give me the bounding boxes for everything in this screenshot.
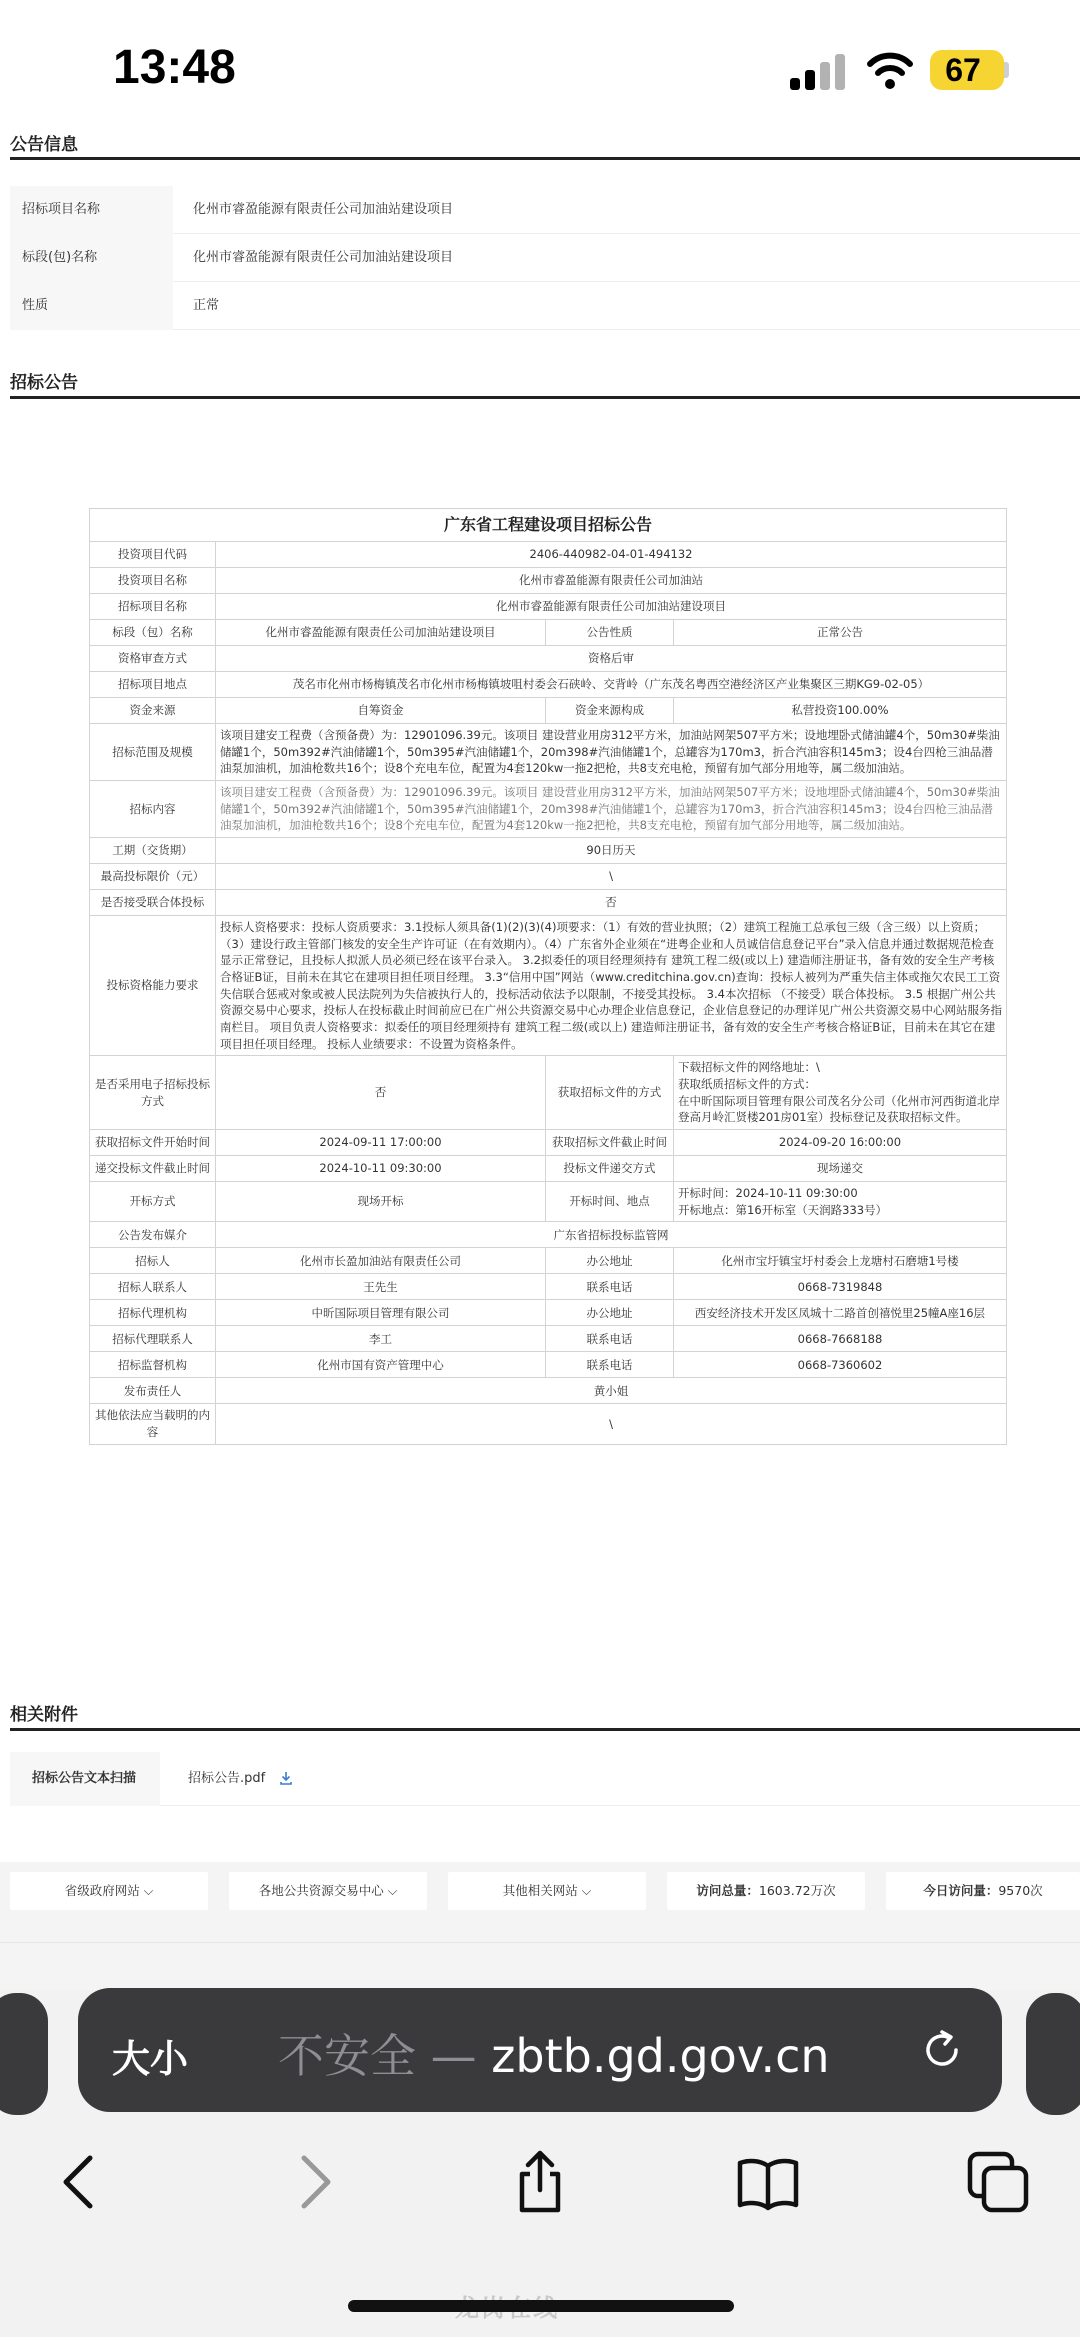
next-tab-preview[interactable] <box>1026 1993 1080 2115</box>
row-value: 0668-7668188 <box>674 1326 1007 1352</box>
row-label: 获取招标文件开始时间 <box>90 1130 216 1156</box>
footer-link-label: 各地公共资源交易中心 <box>258 1883 384 1898</box>
row-label: 投标文件递交方式 <box>546 1156 674 1182</box>
row-label: 发布责任人 <box>90 1378 216 1404</box>
chevron-down-icon: ⌵ <box>143 1883 154 1898</box>
row-label: 资金来源 <box>90 698 216 724</box>
row-label: 联系电话 <box>546 1352 674 1378</box>
paper-method-detail: 在中昕国际项目管理有限公司茂名分公司（化州市河西街道北岸登高月岭汇贤楼201房01室）投标登记及获取招标文件。 <box>678 1093 1000 1125</box>
row-label: 最高投标限价（元） <box>90 864 216 890</box>
row-value: 化州市睿盈能源有限责任公司加油站建设项目 <box>216 620 546 646</box>
reload-icon[interactable] <box>918 2026 966 2074</box>
row-label: 资金来源构成 <box>546 698 674 724</box>
info-row <box>10 282 1080 330</box>
row-value: 私营投资100.00% <box>674 698 1007 724</box>
row-label: 联系电话 <box>546 1274 674 1300</box>
row-value <box>674 1182 1007 1222</box>
status-bar <box>0 0 1080 130</box>
row-label: 获取招标文件的方式 <box>546 1056 674 1130</box>
info-label: 性质 <box>10 282 173 330</box>
previous-tab-preview[interactable] <box>0 1993 48 2115</box>
paper-method-text: 获取纸质招标文件的方式： <box>678 1077 816 1092</box>
row-value: 化州市宝圩镇宝圩村委会上龙塘村石磨塘1号楼 <box>674 1248 1007 1274</box>
footer-link-related[interactable] <box>448 1872 646 1910</box>
row-label: 投资项目名称 <box>90 568 216 594</box>
row-label: 标段（包）名称 <box>90 620 216 646</box>
row-label: 其他依法应当载明的内容 <box>90 1404 216 1444</box>
row-value: 0668-7360602 <box>674 1352 1007 1378</box>
row-value: 广东省招标投标监管网 <box>216 1222 1007 1248</box>
section-title-notice: 招标公告 <box>10 373 78 393</box>
home-indicator[interactable] <box>348 2300 734 2312</box>
visit-today <box>886 1872 1080 1910</box>
row-label: 工期（交货期） <box>90 838 216 864</box>
row-label: 招标代理联系人 <box>90 1326 216 1352</box>
wifi-icon <box>866 50 914 90</box>
share-icon[interactable] <box>508 2150 572 2214</box>
section-divider <box>10 396 1080 399</box>
footer-link-label: 省级政府网站 <box>64 1883 140 1898</box>
row-value: 化州市长盈加油站有限责任公司 <box>216 1248 546 1274</box>
row-label: 招标内容 <box>90 781 216 838</box>
row-value: 自筹资金 <box>216 698 546 724</box>
section-title-info: 公告信息 <box>10 135 78 155</box>
row-value: 该项目建安工程费（含预备费）为：12901096.39元。该项目 建设营业用房312平方米，加油站网架507平方米；设地埋卧式储油罐4个，50m30#柴油储罐1个，50m392#汽油储罐1个，50m395#汽油储罐1个，20m398#汽油储罐1个，总罐容为170m3，折合汽油容积145m3；设4台四枪三油品潜油泵加油机，加油枪数共16个；设8个充电车位，配置为4套120kw一拖2把枪，共8支充电枪，预留有加气部分用地等，属二级加油站。 <box>216 781 1007 838</box>
footer-bottom <box>0 1942 1080 1990</box>
row-label: 联系电话 <box>546 1326 674 1352</box>
tabs-icon[interactable] <box>966 2150 1030 2214</box>
row-label: 招标监督机构 <box>90 1352 216 1378</box>
row-value: 黄小姐 <box>216 1378 1007 1404</box>
row-value: 该项目建安工程费（含预备费）为：12901096.39元。该项目 建设营业用房312平方米，加油站网架507平方米；设地埋卧式储油罐4个，50m30#柴油储罐1个，50m392#汽油储罐1个，50m395#汽油储罐1个，20m398#汽油储罐1个，总罐容为170m3，折合汽油容积145m3；设4台四枪三油品潜油泵加油机，加油枪数共16个；设8个充电车位，配置为4套120kw一拖2把枪，共8支充电枪，预留有加气部分用地等，属二级加油站。 <box>216 724 1007 781</box>
row-label: 投标资格能力要求 <box>90 916 216 1056</box>
row-label: 投资项目代码 <box>90 542 216 568</box>
row-value: 茂名市化州市杨梅镇茂名市化州市杨梅镇坡咀村委会石硖岭、交背岭（广东茂名粤西空港经济区产业集聚区三期KG9-02-05） <box>216 672 1007 698</box>
row-value: 2024-09-20 16:00:00 <box>674 1130 1007 1156</box>
download-icon[interactable] <box>278 1770 294 1786</box>
bookmarks-icon[interactable] <box>736 2150 800 2214</box>
info-value: 正常 <box>193 298 220 313</box>
attachment-row <box>10 1752 1080 1806</box>
info-value: 化州市睿盈能源有限责任公司加油站建设项目 <box>193 250 454 265</box>
download-url-text: 下载招标文件的网络地址：\ <box>678 1060 820 1075</box>
row-label: 递交投标文件截止时间 <box>90 1156 216 1182</box>
row-label: 资格审查方式 <box>90 646 216 672</box>
url-display[interactable] <box>278 2020 830 2086</box>
row-label: 公告发布媒介 <box>90 1222 216 1248</box>
row-value: 李工 <box>216 1326 546 1352</box>
info-row <box>10 186 1080 234</box>
cellular-signal-icon <box>790 52 846 90</box>
row-value: 正常公告 <box>674 620 1007 646</box>
row-label: 招标项目名称 <box>90 594 216 620</box>
back-icon[interactable] <box>48 2150 112 2214</box>
row-value: 中昕国际项目管理有限公司 <box>216 1300 546 1326</box>
attachment-label: 招标公告文本扫描 <box>10 1752 160 1806</box>
row-value: 化州市国有资产管理中心 <box>216 1352 546 1378</box>
section-divider <box>10 157 1080 160</box>
visit-total <box>667 1872 865 1910</box>
footer-link-provincial[interactable] <box>10 1872 208 1910</box>
row-label: 招标人 <box>90 1248 216 1274</box>
insecure-label: 不安全 — <box>278 2029 477 2083</box>
row-value: 2024-09-11 17:00:00 <box>216 1130 546 1156</box>
row-label: 是否采用电子招标投标方式 <box>90 1056 216 1130</box>
row-value: 化州市睿盈能源有限责任公司加油站 <box>216 568 1007 594</box>
info-label: 标段(包)名称 <box>10 234 173 282</box>
visit-total-value: 1603.72万次 <box>758 1883 836 1898</box>
info-row <box>10 234 1080 282</box>
url-text: zbtb.gd.gov.cn <box>491 2029 830 2083</box>
row-label: 开标方式 <box>90 1182 216 1222</box>
row-value: 现场递交 <box>674 1156 1007 1182</box>
row-label: 开标时间、地点 <box>546 1182 674 1222</box>
attachment-link[interactable]: 招标公告.pdf <box>188 1771 266 1786</box>
visit-today-value: 9570次 <box>998 1883 1043 1898</box>
notice-table-title: 广东省工程建设项目招标公告 <box>90 509 1007 542</box>
row-label: 办公地址 <box>546 1300 674 1326</box>
section-title-attachments: 相关附件 <box>10 1705 78 1725</box>
visit-total-label: 访问总量： <box>696 1883 759 1898</box>
chevron-down-icon: ⌵ <box>387 1883 398 1898</box>
info-value: 化州市睿盈能源有限责任公司加油站建设项目 <box>193 202 454 217</box>
row-value: 否 <box>216 890 1007 916</box>
forward-icon[interactable] <box>282 2150 346 2214</box>
row-value: 90日历天 <box>216 838 1007 864</box>
footer-link-trading-centers[interactable] <box>229 1872 427 1910</box>
battery-tip <box>1004 62 1009 78</box>
info-label: 招标项目名称 <box>10 186 173 234</box>
open-place-text: 开标地点：第16开标室（天润路333号） <box>678 1202 888 1217</box>
visit-today-label: 今日访问量： <box>923 1883 999 1898</box>
row-label: 公告性质 <box>546 620 674 646</box>
row-value: 西安经济技术开发区凤城十二路首创禧悦里25幢A座16层 <box>674 1300 1007 1326</box>
row-label: 招标人联系人 <box>90 1274 216 1300</box>
notice-table <box>89 508 1007 1445</box>
text-size-button[interactable]: 大小 <box>112 2037 189 2081</box>
row-value: 化州市睿盈能源有限责任公司加油站建设项目 <box>216 594 1007 620</box>
row-value: 资格后审 <box>216 646 1007 672</box>
row-value: \ <box>216 864 1007 890</box>
open-time-text: 开标时间：2024-10-11 09:30:00 <box>678 1186 858 1201</box>
row-label: 办公地址 <box>546 1248 674 1274</box>
clock: 13:48 <box>113 41 236 94</box>
battery-level: 67 <box>945 52 981 88</box>
row-value: 现场开标 <box>216 1182 546 1222</box>
battery-icon <box>930 50 1004 90</box>
row-value: 否 <box>216 1056 546 1130</box>
row-label: 是否接受联合体投标 <box>90 890 216 916</box>
row-label: 获取招标文件截止时间 <box>546 1130 674 1156</box>
chevron-down-icon: ⌵ <box>581 1883 592 1898</box>
footer-link-label: 其他相关网站 <box>502 1883 578 1898</box>
row-value: \ <box>216 1404 1007 1444</box>
row-label: 招标范围及规模 <box>90 724 216 781</box>
row-value: 2406-440982-04-01-494132 <box>216 542 1007 568</box>
row-value: 0668-7319848 <box>674 1274 1007 1300</box>
row-label: 招标代理机构 <box>90 1300 216 1326</box>
row-value: 王先生 <box>216 1274 546 1300</box>
section-divider <box>10 1728 1080 1731</box>
row-value <box>674 1056 1007 1130</box>
row-label: 招标项目地点 <box>90 672 216 698</box>
row-value: 2024-10-11 09:30:00 <box>216 1156 546 1182</box>
row-value: 投标人资格要求：投标人资质要求：3.1投标人须具备(1)(2)(3)(4)项要求：（1）有效的营业执照；（2）建筑工程施工总承包三级（含三级）以上资质；（3）建设行政主管部门核发的安全生产许可证（在有效期内）。（4）广东省外企业须在“进粤企业和人员诚信信息登记平台”录入信息并通过数据规范检查显示正常登记，且投标人拟派人员必须已经在该平台录入。 3.2拟委任的项目经理须持有 建筑工程二级(或以上) 建造师注册证书，备有效的安全生产考核合格证B证，目前未在其它在建项目担任项目经理。 3.3“信用中国”网站（www.creditchina.gov.cn)查询：投标人被列为严重失信主体或拖欠农民工工资失信联合惩戒对象或被人民法院列为失信被执行人的，投标活动依法予以限制，不接受其投标。 3.4本次招标 （不接受）联合体投标。 3.5 根据广州公共资源交易中心要求，投标人在投标截止时间前应已在广州公共资源交易中心办理企业信息登记，企业信息登记的办理详见广州公共资源交易中心网站服务指南栏目。 项目负责人资格要求：拟委任的项目经理须持有 建筑工程二级(或以上) 建造师注册证书，备有效的安全生产考核合格证B证，目前未在其它在建项目担任项目经理。 投标人业绩要求：不设置为资格条件。 <box>216 916 1007 1056</box>
